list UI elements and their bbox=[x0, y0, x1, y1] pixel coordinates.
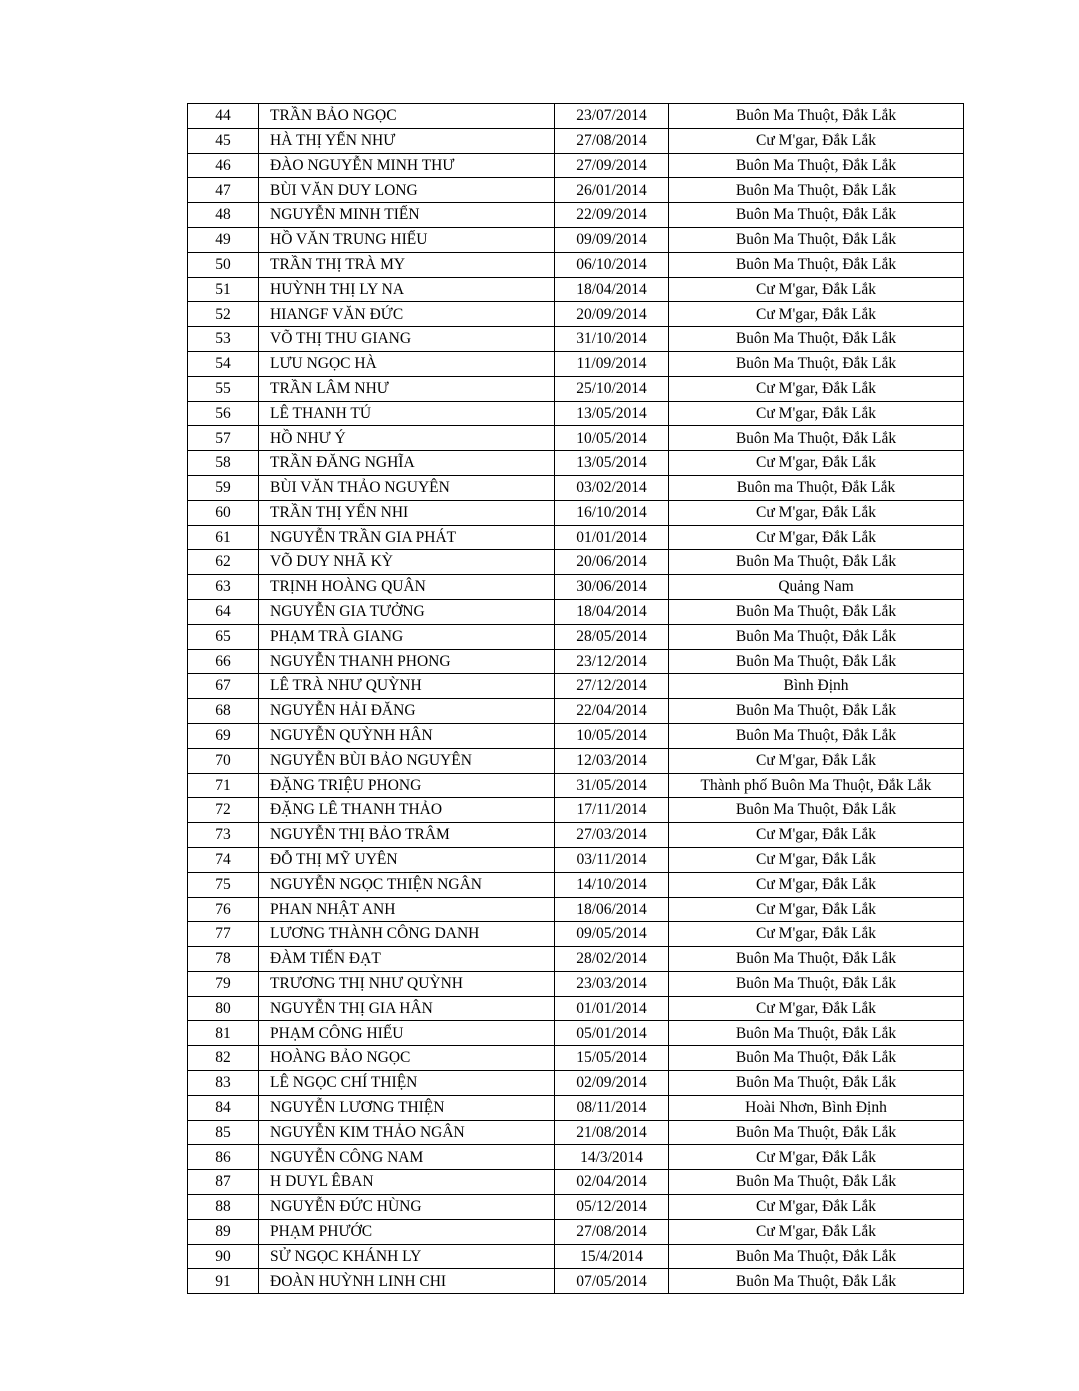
place-cell: Cư M'gar, Đắk Lắk bbox=[669, 451, 964, 476]
full-name-cell: BÙI VĂN THẢO NGUYÊN bbox=[259, 475, 555, 500]
row-number-cell: 48 bbox=[188, 203, 259, 228]
place-cell: Buôn Ma Thuột, Đắk Lắk bbox=[669, 550, 964, 575]
row-number-cell: 76 bbox=[188, 897, 259, 922]
table-row bbox=[188, 376, 964, 401]
row-number-cell: 51 bbox=[188, 277, 259, 302]
row-number-cell: 81 bbox=[188, 1021, 259, 1046]
table-row bbox=[188, 128, 964, 153]
full-name-cell: NGUYỄN HẢI ĐĂNG bbox=[259, 699, 555, 724]
row-number-cell: 68 bbox=[188, 699, 259, 724]
place-cell: Buôn Ma Thuột, Đắk Lắk bbox=[669, 203, 964, 228]
date-cell: 30/06/2014 bbox=[555, 575, 669, 600]
place-cell: Buôn Ma Thuột, Đắk Lắk bbox=[669, 649, 964, 674]
place-cell: Cư M'gar, Đắk Lắk bbox=[669, 847, 964, 872]
place-cell: Cư M'gar, Đắk Lắk bbox=[669, 376, 964, 401]
table-row bbox=[188, 1170, 964, 1195]
date-cell: 20/06/2014 bbox=[555, 550, 669, 575]
row-number-cell: 66 bbox=[188, 649, 259, 674]
date-cell: 13/05/2014 bbox=[555, 401, 669, 426]
place-cell: Buôn Ma Thuột, Đắk Lắk bbox=[669, 1071, 964, 1096]
table-row bbox=[188, 1195, 964, 1220]
place-cell: Buôn Ma Thuột, Đắk Lắk bbox=[669, 1120, 964, 1145]
table-row bbox=[188, 773, 964, 798]
table-row bbox=[188, 277, 964, 302]
date-cell: 05/12/2014 bbox=[555, 1195, 669, 1220]
table-row bbox=[188, 104, 964, 129]
full-name-cell: ĐẶNG LÊ THANH THẢO bbox=[259, 798, 555, 823]
table-row bbox=[188, 1021, 964, 1046]
full-name-cell: NGUYỄN TRẦN GIA PHÁT bbox=[259, 525, 555, 550]
date-cell: 15/4/2014 bbox=[555, 1244, 669, 1269]
row-number-cell: 88 bbox=[188, 1195, 259, 1220]
table-row bbox=[188, 327, 964, 352]
row-number-cell: 78 bbox=[188, 947, 259, 972]
table-row bbox=[188, 203, 964, 228]
row-number-cell: 82 bbox=[188, 1046, 259, 1071]
place-cell: Cư M'gar, Đắk Lắk bbox=[669, 302, 964, 327]
date-cell: 27/08/2014 bbox=[555, 1219, 669, 1244]
row-number-cell: 77 bbox=[188, 922, 259, 947]
place-cell: Buôn Ma Thuột, Đắk Lắk bbox=[669, 599, 964, 624]
row-number-cell: 44 bbox=[188, 104, 259, 129]
full-name-cell: ĐOÀN HUỲNH LINH CHI bbox=[259, 1269, 555, 1294]
full-name-cell: NGUYỄN MINH TIẾN bbox=[259, 203, 555, 228]
table-row bbox=[188, 1120, 964, 1145]
row-number-cell: 89 bbox=[188, 1219, 259, 1244]
date-cell: 31/05/2014 bbox=[555, 773, 669, 798]
date-cell: 03/02/2014 bbox=[555, 475, 669, 500]
row-number-cell: 59 bbox=[188, 475, 259, 500]
row-number-cell: 84 bbox=[188, 1095, 259, 1120]
row-number-cell: 85 bbox=[188, 1120, 259, 1145]
full-name-cell: SỬ NGỌC KHÁNH LY bbox=[259, 1244, 555, 1269]
full-name-cell: ĐỖ THỊ MỸ UYÊN bbox=[259, 847, 555, 872]
full-name-cell: NGUYỄN NGỌC THIỆN NGÂN bbox=[259, 872, 555, 897]
full-name-cell: TRẦN THỊ TRÀ MY bbox=[259, 252, 555, 277]
table-row bbox=[188, 525, 964, 550]
place-cell: Quảng Nam bbox=[669, 575, 964, 600]
full-name-cell: NGUYỄN BÙI BẢO NGUYÊN bbox=[259, 748, 555, 773]
row-number-cell: 86 bbox=[188, 1145, 259, 1170]
date-cell: 12/03/2014 bbox=[555, 748, 669, 773]
row-number-cell: 75 bbox=[188, 872, 259, 897]
place-cell: Cư M'gar, Đắk Lắk bbox=[669, 500, 964, 525]
table-row bbox=[188, 1244, 964, 1269]
row-number-cell: 50 bbox=[188, 252, 259, 277]
full-name-cell: TRƯƠNG THỊ NHƯ QUỲNH bbox=[259, 971, 555, 996]
row-number-cell: 79 bbox=[188, 971, 259, 996]
full-name-cell: HIANGF VĂN ĐỨC bbox=[259, 302, 555, 327]
full-name-cell: LƯƠNG THÀNH CÔNG DANH bbox=[259, 922, 555, 947]
row-number-cell: 62 bbox=[188, 550, 259, 575]
date-cell: 20/09/2014 bbox=[555, 302, 669, 327]
place-cell: Buôn Ma Thuột, Đắk Lắk bbox=[669, 153, 964, 178]
table-row bbox=[188, 575, 964, 600]
place-cell: Buôn Ma Thuột, Đắk Lắk bbox=[669, 947, 964, 972]
place-cell: Buôn ma Thuột, Đắk Lắk bbox=[669, 475, 964, 500]
full-name-cell: NGUYỄN CÔNG NAM bbox=[259, 1145, 555, 1170]
place-cell: Buôn Ma Thuột, Đắk Lắk bbox=[669, 723, 964, 748]
table-row bbox=[188, 996, 964, 1021]
place-cell: Buôn Ma Thuột, Đắk Lắk bbox=[669, 227, 964, 252]
full-name-cell: TRẦN THỊ YẾN NHI bbox=[259, 500, 555, 525]
row-number-cell: 58 bbox=[188, 451, 259, 476]
place-cell: Buôn Ma Thuột, Đắk Lắk bbox=[669, 104, 964, 129]
place-cell: Buôn Ma Thuột, Đắk Lắk bbox=[669, 624, 964, 649]
place-cell: Cư M'gar, Đắk Lắk bbox=[669, 922, 964, 947]
full-name-cell: TRẦN ĐĂNG NGHĨA bbox=[259, 451, 555, 476]
full-name-cell: LƯU NGỌC HÀ bbox=[259, 351, 555, 376]
table-row bbox=[188, 1269, 964, 1294]
table-row bbox=[188, 252, 964, 277]
date-cell: 27/08/2014 bbox=[555, 128, 669, 153]
date-cell: 17/11/2014 bbox=[555, 798, 669, 823]
table-row bbox=[188, 1095, 964, 1120]
full-name-cell: ĐÀM TIẾN ĐẠT bbox=[259, 947, 555, 972]
date-cell: 27/09/2014 bbox=[555, 153, 669, 178]
date-cell: 26/01/2014 bbox=[555, 178, 669, 203]
place-cell: Cư M'gar, Đắk Lắk bbox=[669, 897, 964, 922]
date-cell: 23/12/2014 bbox=[555, 649, 669, 674]
row-number-cell: 69 bbox=[188, 723, 259, 748]
date-cell: 06/10/2014 bbox=[555, 252, 669, 277]
full-name-cell: TRẦN LÂM NHƯ bbox=[259, 376, 555, 401]
place-cell: Cư M'gar, Đắk Lắk bbox=[669, 1195, 964, 1220]
place-cell: Cư M'gar, Đắk Lắk bbox=[669, 996, 964, 1021]
full-name-cell: HỒ VĂN TRUNG HIẾU bbox=[259, 227, 555, 252]
date-cell: 01/01/2014 bbox=[555, 996, 669, 1021]
date-cell: 23/03/2014 bbox=[555, 971, 669, 996]
date-cell: 18/04/2014 bbox=[555, 277, 669, 302]
date-cell: 18/04/2014 bbox=[555, 599, 669, 624]
date-cell: 09/09/2014 bbox=[555, 227, 669, 252]
row-number-cell: 56 bbox=[188, 401, 259, 426]
row-number-cell: 55 bbox=[188, 376, 259, 401]
date-cell: 03/11/2014 bbox=[555, 847, 669, 872]
date-cell: 02/04/2014 bbox=[555, 1170, 669, 1195]
row-number-cell: 65 bbox=[188, 624, 259, 649]
date-cell: 27/03/2014 bbox=[555, 823, 669, 848]
place-cell: Hoài Nhơn, Bình Định bbox=[669, 1095, 964, 1120]
place-cell: Cư M'gar, Đắk Lắk bbox=[669, 823, 964, 848]
full-name-cell: LÊ NGỌC CHÍ THIỆN bbox=[259, 1071, 555, 1096]
table-row bbox=[188, 723, 964, 748]
row-number-cell: 70 bbox=[188, 748, 259, 773]
place-cell: Cư M'gar, Đắk Lắk bbox=[669, 401, 964, 426]
place-cell: Buôn Ma Thuột, Đắk Lắk bbox=[669, 971, 964, 996]
table-row bbox=[188, 1071, 964, 1096]
place-cell: Buôn Ma Thuột, Đắk Lắk bbox=[669, 351, 964, 376]
full-name-cell: NGUYỄN QUỲNH HÂN bbox=[259, 723, 555, 748]
table-row bbox=[188, 798, 964, 823]
place-cell: Cư M'gar, Đắk Lắk bbox=[669, 748, 964, 773]
table-row bbox=[188, 451, 964, 476]
full-name-cell: VÕ THỊ THU GIANG bbox=[259, 327, 555, 352]
table-row bbox=[188, 971, 964, 996]
date-cell: 05/01/2014 bbox=[555, 1021, 669, 1046]
date-cell: 28/05/2014 bbox=[555, 624, 669, 649]
full-name-cell: HUỲNH THỊ LY NA bbox=[259, 277, 555, 302]
full-name-cell: H DUYL ÊBAN bbox=[259, 1170, 555, 1195]
full-name-cell: NGUYỄN GIA TƯỞNG bbox=[259, 599, 555, 624]
date-cell: 10/05/2014 bbox=[555, 426, 669, 451]
row-number-cell: 83 bbox=[188, 1071, 259, 1096]
row-number-cell: 60 bbox=[188, 500, 259, 525]
row-number-cell: 72 bbox=[188, 798, 259, 823]
row-number-cell: 90 bbox=[188, 1244, 259, 1269]
row-number-cell: 61 bbox=[188, 525, 259, 550]
date-cell: 15/05/2014 bbox=[555, 1046, 669, 1071]
row-number-cell: 91 bbox=[188, 1269, 259, 1294]
row-number-cell: 47 bbox=[188, 178, 259, 203]
date-cell: 09/05/2014 bbox=[555, 922, 669, 947]
table-row bbox=[188, 1046, 964, 1071]
table-row bbox=[188, 649, 964, 674]
row-number-cell: 53 bbox=[188, 327, 259, 352]
row-number-cell: 54 bbox=[188, 351, 259, 376]
row-number-cell: 57 bbox=[188, 426, 259, 451]
table-row bbox=[188, 1145, 964, 1170]
place-cell: Thành phố Buôn Ma Thuột, Đắk Lắk bbox=[669, 773, 964, 798]
table-row bbox=[188, 227, 964, 252]
place-cell: Buôn Ma Thuột, Đắk Lắk bbox=[669, 252, 964, 277]
full-name-cell: PHẠM TRÀ GIANG bbox=[259, 624, 555, 649]
date-cell: 25/10/2014 bbox=[555, 376, 669, 401]
place-cell: Buôn Ma Thuột, Đắk Lắk bbox=[669, 327, 964, 352]
full-name-cell: NGUYỄN ĐỨC HÙNG bbox=[259, 1195, 555, 1220]
row-number-cell: 87 bbox=[188, 1170, 259, 1195]
date-cell: 21/08/2014 bbox=[555, 1120, 669, 1145]
table-row bbox=[188, 823, 964, 848]
full-name-cell: LÊ THANH TÚ bbox=[259, 401, 555, 426]
place-cell: Buôn Ma Thuột, Đắk Lắk bbox=[669, 1021, 964, 1046]
table-row bbox=[188, 748, 964, 773]
table-row bbox=[188, 897, 964, 922]
date-cell: 14/10/2014 bbox=[555, 872, 669, 897]
full-name-cell: PHAN NHẬT ANH bbox=[259, 897, 555, 922]
date-cell: 07/05/2014 bbox=[555, 1269, 669, 1294]
row-number-cell: 46 bbox=[188, 153, 259, 178]
table-row bbox=[188, 624, 964, 649]
date-cell: 31/10/2014 bbox=[555, 327, 669, 352]
full-name-cell: ĐÀO NGUYỄN MINH THƯ bbox=[259, 153, 555, 178]
date-cell: 08/11/2014 bbox=[555, 1095, 669, 1120]
table-row bbox=[188, 500, 964, 525]
place-cell: Bình Định bbox=[669, 674, 964, 699]
row-number-cell: 64 bbox=[188, 599, 259, 624]
full-name-cell: HÀ THỊ YẾN NHƯ bbox=[259, 128, 555, 153]
row-number-cell: 74 bbox=[188, 847, 259, 872]
table-row bbox=[188, 872, 964, 897]
full-name-cell: BÙI VĂN DUY LONG bbox=[259, 178, 555, 203]
name-list-table bbox=[187, 103, 964, 1294]
table-row bbox=[188, 426, 964, 451]
full-name-cell: VÕ DUY NHÃ KỲ bbox=[259, 550, 555, 575]
place-cell: Cư M'gar, Đắk Lắk bbox=[669, 277, 964, 302]
place-cell: Buôn Ma Thuột, Đắk Lắk bbox=[669, 1046, 964, 1071]
row-number-cell: 45 bbox=[188, 128, 259, 153]
full-name-cell: ĐẶNG TRIỆU PHONG bbox=[259, 773, 555, 798]
date-cell: 14/3/2014 bbox=[555, 1145, 669, 1170]
table-row bbox=[188, 674, 964, 699]
place-cell: Buôn Ma Thuột, Đắk Lắk bbox=[669, 178, 964, 203]
date-cell: 27/12/2014 bbox=[555, 674, 669, 699]
date-cell: 01/01/2014 bbox=[555, 525, 669, 550]
date-cell: 22/04/2014 bbox=[555, 699, 669, 724]
row-number-cell: 71 bbox=[188, 773, 259, 798]
row-number-cell: 80 bbox=[188, 996, 259, 1021]
row-number-cell: 73 bbox=[188, 823, 259, 848]
row-number-cell: 52 bbox=[188, 302, 259, 327]
full-name-cell: PHẠM PHƯỚC bbox=[259, 1219, 555, 1244]
table-row bbox=[188, 153, 964, 178]
place-cell: Cư M'gar, Đắk Lắk bbox=[669, 1219, 964, 1244]
date-cell: 10/05/2014 bbox=[555, 723, 669, 748]
table-row bbox=[188, 178, 964, 203]
date-cell: 28/02/2014 bbox=[555, 947, 669, 972]
table-row bbox=[188, 475, 964, 500]
table-row bbox=[188, 947, 964, 972]
date-cell: 16/10/2014 bbox=[555, 500, 669, 525]
place-cell: Buôn Ma Thuột, Đắk Lắk bbox=[669, 1244, 964, 1269]
full-name-cell: TRỊNH HOÀNG QUÂN bbox=[259, 575, 555, 600]
table-row bbox=[188, 922, 964, 947]
table-row bbox=[188, 302, 964, 327]
full-name-cell: NGUYỄN LƯƠNG THIỆN bbox=[259, 1095, 555, 1120]
table-row bbox=[188, 1219, 964, 1244]
full-name-cell: HOÀNG BẢO NGỌC bbox=[259, 1046, 555, 1071]
date-cell: 11/09/2014 bbox=[555, 351, 669, 376]
full-name-cell: LÊ TRÀ NHƯ QUỲNH bbox=[259, 674, 555, 699]
place-cell: Buôn Ma Thuột, Đắk Lắk bbox=[669, 1170, 964, 1195]
table-row bbox=[188, 699, 964, 724]
place-cell: Cư M'gar, Đắk Lắk bbox=[669, 1145, 964, 1170]
row-number-cell: 63 bbox=[188, 575, 259, 600]
date-cell: 02/09/2014 bbox=[555, 1071, 669, 1096]
place-cell: Cư M'gar, Đắk Lắk bbox=[669, 872, 964, 897]
place-cell: Cư M'gar, Đắk Lắk bbox=[669, 525, 964, 550]
table-body bbox=[188, 104, 964, 1294]
table-row bbox=[188, 847, 964, 872]
place-cell: Buôn Ma Thuột, Đắk Lắk bbox=[669, 699, 964, 724]
date-cell: 23/07/2014 bbox=[555, 104, 669, 129]
full-name-cell: NGUYỄN THỊ GIA HÂN bbox=[259, 996, 555, 1021]
table-row bbox=[188, 599, 964, 624]
place-cell: Buôn Ma Thuột, Đắk Lắk bbox=[669, 426, 964, 451]
full-name-cell: NGUYỄN KIM THẢO NGÂN bbox=[259, 1120, 555, 1145]
place-cell: Buôn Ma Thuột, Đắk Lắk bbox=[669, 1269, 964, 1294]
full-name-cell: NGUYỄN THANH PHONG bbox=[259, 649, 555, 674]
row-number-cell: 67 bbox=[188, 674, 259, 699]
row-number-cell: 49 bbox=[188, 227, 259, 252]
date-cell: 18/06/2014 bbox=[555, 897, 669, 922]
full-name-cell: TRẦN BẢO NGỌC bbox=[259, 104, 555, 129]
table-row bbox=[188, 401, 964, 426]
table-row bbox=[188, 550, 964, 575]
full-name-cell: NGUYỄN THỊ BẢO TRÂM bbox=[259, 823, 555, 848]
date-cell: 22/09/2014 bbox=[555, 203, 669, 228]
date-cell: 13/05/2014 bbox=[555, 451, 669, 476]
full-name-cell: HỒ NHƯ Ý bbox=[259, 426, 555, 451]
table-row bbox=[188, 351, 964, 376]
place-cell: Buôn Ma Thuột, Đắk Lắk bbox=[669, 798, 964, 823]
full-name-cell: PHẠM CÔNG HIẾU bbox=[259, 1021, 555, 1046]
place-cell: Cư M'gar, Đắk Lắk bbox=[669, 128, 964, 153]
